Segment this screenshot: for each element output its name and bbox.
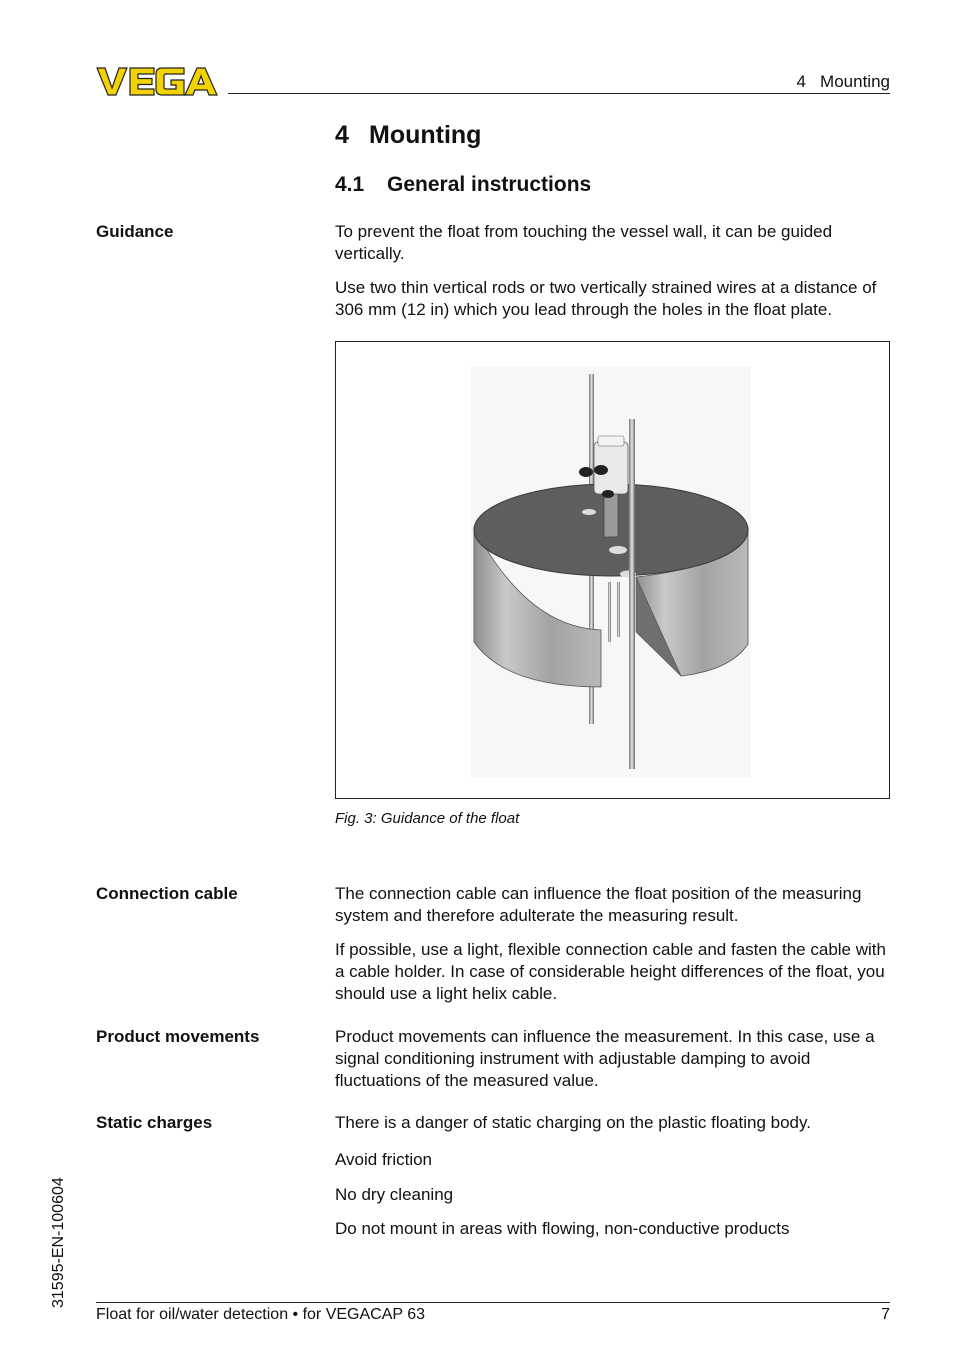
section-number: 4 — [335, 121, 349, 149]
guidance-paragraph-2: Use two thin vertical rods or two vertically strained wires at a distance of 306 mm (12 in) which you lead through the holes in the float plate. — [335, 278, 877, 319]
float-guidance-illustration — [336, 342, 889, 798]
figure-caption: Fig. 3: Guidance of the float — [335, 810, 520, 827]
page-number: 7 — [881, 1306, 890, 1323]
footer-title: Float for oil/water detection • for VEGACAP 63 — [96, 1306, 426, 1323]
connection-cable-label: Connection cable — [96, 884, 238, 903]
connection-cable-paragraph-1: The connection cable can influence the float position of the measuring system and therefore adulterate the measuring result. — [335, 884, 862, 925]
footer-rule — [96, 1302, 890, 1303]
guidance-label: Guidance — [96, 222, 174, 241]
subsection-number: 4.1 — [335, 173, 365, 196]
sensor-probe — [604, 492, 618, 537]
product-movements-label: Product movements — [96, 1027, 260, 1046]
section-heading — [335, 121, 481, 150]
vega-logo — [96, 64, 220, 98]
header-rule — [228, 93, 890, 94]
static-charges-item-3: Do not mount in areas with flowing, non-conductive products — [335, 1219, 790, 1238]
subsection-title: General instructions — [387, 173, 592, 196]
document-number: 31595-EN-100604 — [50, 1177, 67, 1308]
connection-cable-paragraph-2: If possible, use a light, flexible connection cable and fasten the cable with a cable holder. In case of considerable height differences of the float, you should use a light helix cable. — [335, 940, 886, 1003]
static-charges-item-2: No dry cleaning — [335, 1185, 454, 1204]
guidance-paragraph-1: To prevent the float from touching the vessel wall, it can be guided vertically. — [335, 222, 833, 263]
static-charges-label: Static charges — [96, 1113, 213, 1132]
static-charges-paragraph-1: There is a danger of static charging on the plastic floating body. — [335, 1113, 811, 1132]
figure-frame — [335, 341, 890, 799]
product-movements-paragraph: Product movements can influence the measurement. In this case, use a signal conditioning instrument with adjustable damping to avoid fluctuations of the measured value. — [335, 1027, 875, 1090]
subsection-heading — [335, 173, 591, 197]
static-charges-item-1: Avoid friction — [335, 1150, 433, 1169]
guide-rod-front — [629, 419, 635, 769]
section-title: Mounting — [369, 121, 482, 149]
running-head: 4 Mounting — [796, 72, 890, 91]
